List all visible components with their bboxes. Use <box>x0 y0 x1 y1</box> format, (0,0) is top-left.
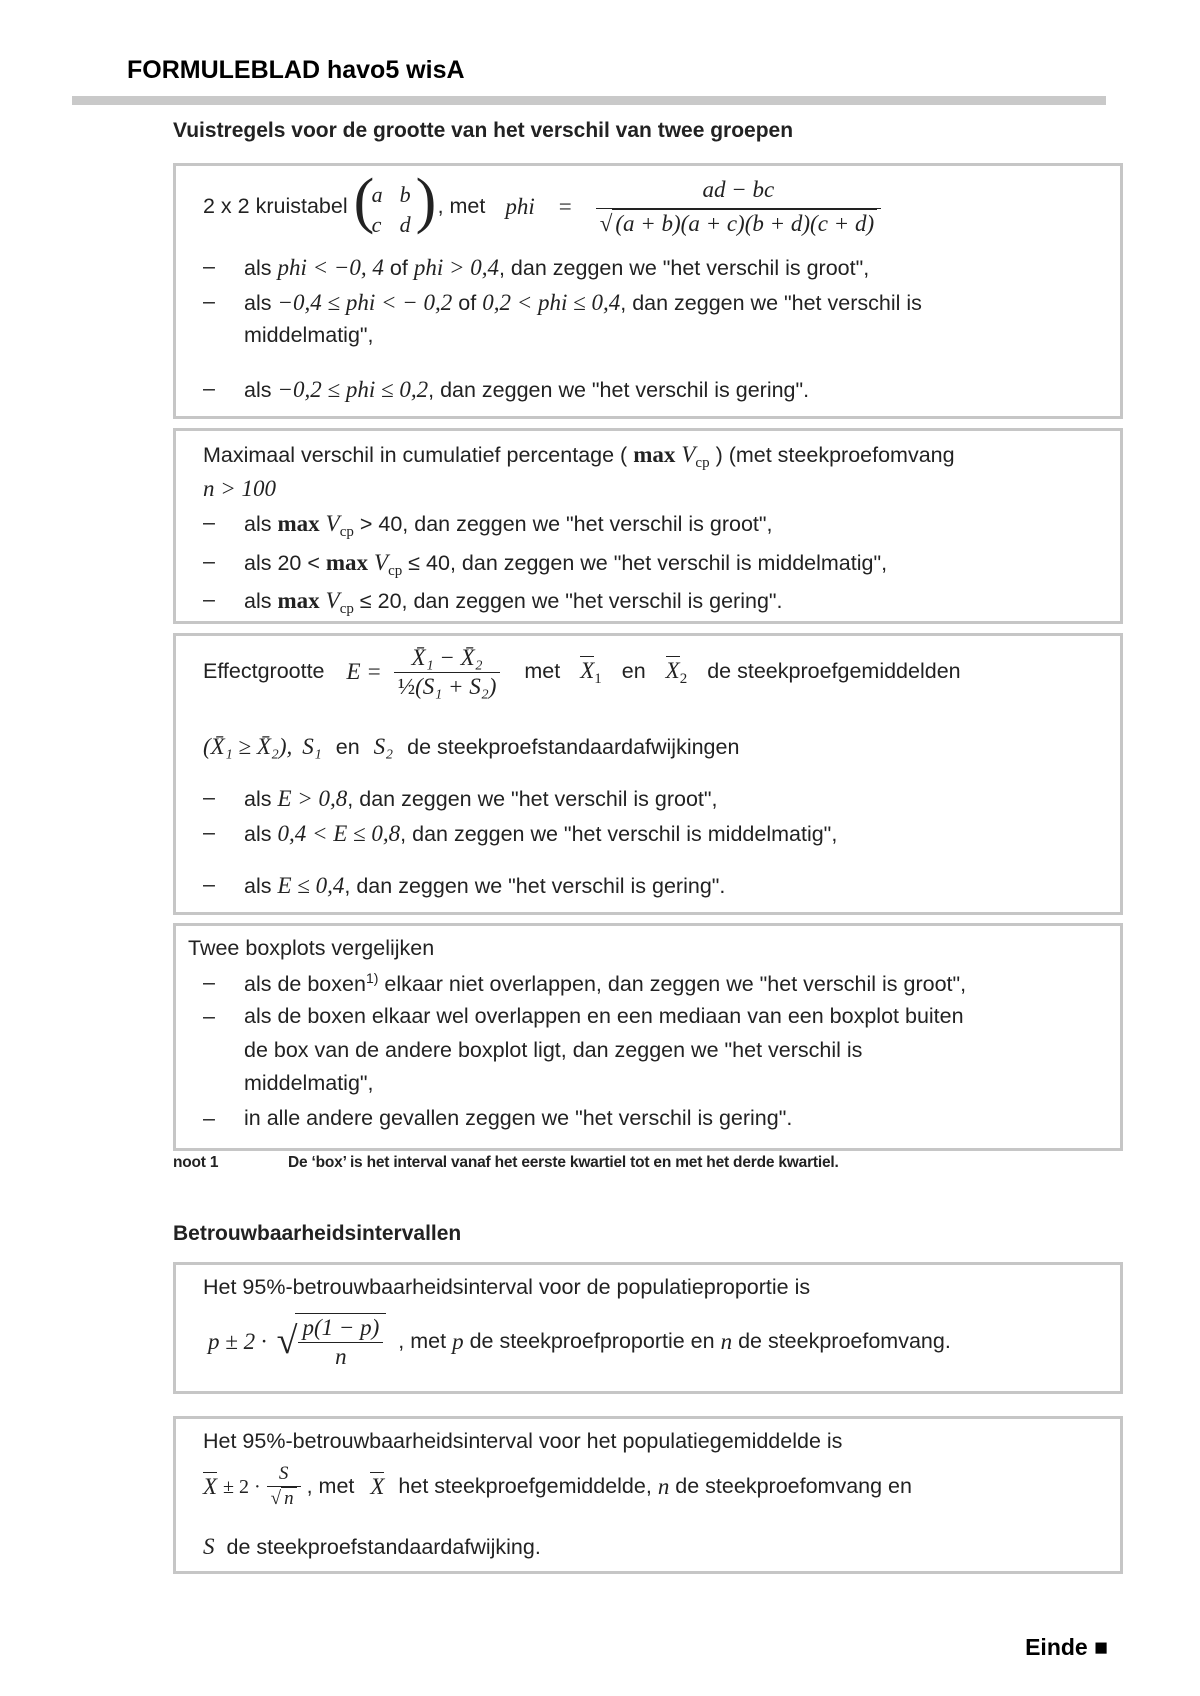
phi-formula: −0,2 ≤ phi ≤ 0,2 <box>277 377 429 402</box>
v-symbol: V <box>681 442 696 467</box>
effect-size-definition <box>203 644 961 724</box>
cp-subscript: cp <box>339 601 354 617</box>
v-symbol: V <box>325 511 340 536</box>
rule-of: of <box>458 291 477 315</box>
x-bar <box>203 1473 217 1501</box>
mean-pm: ± 2 · <box>223 1475 261 1498</box>
bullet-dash: – <box>203 254 215 278</box>
x1-symbol: X <box>580 657 595 683</box>
x1-ge-x2: (X̄₁ ≥ X̄₂), <box>203 734 293 759</box>
mean-post-b: de steekproefomvang en <box>675 1473 912 1498</box>
rule-prefix: als <box>244 822 272 846</box>
effect-post2: de steekproefstandaardafwijkingen <box>407 735 740 759</box>
bullet-dash: – <box>203 1004 215 1028</box>
boxplot-box <box>173 923 1123 1151</box>
rule-text: , dan zeggen we "het verschil is <box>620 291 922 315</box>
rule-text-continued: middelmatig", <box>244 323 374 347</box>
p-symbol: p <box>452 1328 464 1354</box>
x1-bar: $X_1$ <box>580 657 602 687</box>
rule-text: ≤ 40, dan zeggen we "het verschil is middelmatig", <box>408 551 888 575</box>
mean-last-line <box>203 1533 541 1561</box>
effect-denominator-text: (S₁ + S₂) <box>415 673 497 699</box>
footer-einde: Einde ■ <box>1025 1634 1108 1660</box>
rule-of: of <box>389 256 408 280</box>
proportion-fraction <box>295 1313 386 1370</box>
phi-met: , met <box>437 194 486 219</box>
vcp-intro <box>203 441 955 472</box>
rule-prefix: als <box>244 589 272 613</box>
mean-post-a: het steekproefgemiddelde, <box>398 1473 652 1498</box>
phi-intro: 2 x 2 kruistabel <box>203 194 348 219</box>
vcp-box <box>173 428 1123 624</box>
bullet-dash: – <box>203 587 215 611</box>
rule-text: , dan zeggen we "het verschil is groot", <box>347 787 718 811</box>
matrix-d: d <box>399 212 411 237</box>
proportion-formula-line <box>208 1313 951 1383</box>
n-symbol: n <box>720 1328 733 1354</box>
effect-e-equals: E = <box>346 659 382 685</box>
vcp-n-condition: n > 100 <box>203 476 277 501</box>
bullet-dash: – <box>203 510 215 534</box>
x-symbol-2: X <box>370 1474 385 1499</box>
rule-text: , dan zeggen we "het verschil is gering". <box>344 874 726 898</box>
phi-formula-a: −0,4 ≤ phi < − 0,2 <box>277 290 453 315</box>
mean-formula-line <box>203 1463 912 1525</box>
effect-post: de steekproefgemiddelden <box>707 659 961 684</box>
matrix-a: a <box>371 182 383 207</box>
x-symbol: X <box>203 1474 218 1499</box>
bullet-dash: – <box>203 785 215 809</box>
rule-text: als de boxen <box>244 972 366 996</box>
v-symbol: V <box>325 588 340 613</box>
bullet-dash: – <box>203 970 215 994</box>
matrix-b: b <box>399 182 411 207</box>
effect-formula: E > 0,8 <box>277 786 348 811</box>
vcp-intro-text-b: ) (met steekproefomvang <box>715 443 955 467</box>
max-label: max <box>325 550 369 575</box>
footnote-text: De ‘box’ is het interval vanaf het eerste kwartiel tot en met het derde kwartiel. <box>288 1154 839 1171</box>
phi-formula-b: 0,2 < phi ≤ 0,4 <box>482 290 621 315</box>
n-symbol: n <box>657 1474 670 1499</box>
phi-formula-a: phi < −0, 4 <box>277 255 384 280</box>
rule-text: als de boxen elkaar wel overlappen en een mediaan van een boxplot buiten <box>244 1004 964 1028</box>
right-paren: ) <box>415 167 437 235</box>
effect-met: met <box>524 659 561 684</box>
proportion-post-c: de steekproefomvang. <box>738 1328 951 1353</box>
rule-prefix: als <box>244 256 272 280</box>
cp-subscript: cp <box>339 524 354 540</box>
proportion-numerator: p(1 − p) <box>298 1314 383 1343</box>
footnote <box>173 1154 839 1172</box>
effect-fraction <box>394 644 501 700</box>
effect-size-box <box>173 633 1123 915</box>
mean-numerator: S <box>267 1463 301 1487</box>
bullet-dash: – <box>203 289 215 313</box>
rule-text: > 40, dan zeggen we "het verschil is groot", <box>359 512 773 536</box>
effect-en2: en <box>335 735 360 759</box>
rule-prefix: als 20 < <box>244 551 320 575</box>
rule-text: , dan zeggen we "het verschil is middelmatig", <box>400 822 838 846</box>
sqrt-icon: √ <box>276 1319 298 1362</box>
proportion-denominator: n <box>335 1343 347 1369</box>
page-title: FORMULEBLAD havo5 wisA <box>127 56 465 84</box>
footnote-label: noot 1 <box>173 1154 219 1171</box>
rule-prefix: als <box>244 787 272 811</box>
rule-prefix: als <box>244 291 272 315</box>
max-label: max <box>633 442 676 467</box>
effect-en: en <box>621 659 646 684</box>
footnote-ref: 1) <box>365 970 379 986</box>
rule-text: , dan zeggen we "het verschil is groot", <box>498 256 870 280</box>
max-label: max <box>277 511 320 536</box>
section-heading-rules-of-thumb: Vuistregels voor de grootte van het verschil van twee groepen <box>173 119 794 142</box>
effect-half: ½ <box>397 673 416 699</box>
x2-symbol: X <box>665 657 680 683</box>
bullet-dash: – <box>203 820 215 844</box>
rule-text-continued-2: middelmatig", <box>244 1071 374 1095</box>
mean-ci-box <box>173 1416 1123 1574</box>
vcp-intro-text: Maximaal verschil in cumulatief percentage ( <box>203 443 628 467</box>
proportion-formula-pre: p ± 2 · <box>208 1328 267 1354</box>
rule-prefix: als <box>244 378 272 402</box>
boxplot-intro: Twee boxplots vergelijken <box>188 936 435 960</box>
bullet-dash: – <box>203 1106 215 1130</box>
phi-formula-b: phi > 0,4 <box>413 255 499 280</box>
effect-numerator: X̄₁ − X̄₂ <box>394 644 501 673</box>
left-paren: ( <box>353 167 375 235</box>
x2-bar: $X_2$ <box>665 657 688 687</box>
effect-formula: E ≤ 0,4 <box>277 873 345 898</box>
rule-text-b: elkaar niet overlappen, dan zeggen we "het verschil is groot", <box>378 972 967 996</box>
phi-box <box>173 163 1123 419</box>
rule-text-continued: de box van de andere boxplot ligt, dan zeggen we "het verschil is <box>244 1038 863 1062</box>
proportion-post-b: de steekproefproportie en <box>469 1328 715 1353</box>
phi-fraction <box>596 176 881 237</box>
mean-denominator: √ n <box>267 1487 301 1511</box>
section-heading-confidence-intervals: Betrouwbaarheidsintervallen <box>173 1222 462 1245</box>
max-label: max <box>277 588 320 613</box>
cp-subscript: cp <box>388 563 403 579</box>
bullet-dash: – <box>203 549 215 573</box>
bullet-dash: – <box>203 376 215 400</box>
effect-intro: Effectgrootte <box>203 659 325 684</box>
s-symbol: S <box>203 1534 215 1559</box>
rule-text: ≤ 20, dan zeggen we "het verschil is gering". <box>359 589 783 613</box>
phi-definition <box>203 167 881 240</box>
mean-denominator-text: n <box>281 1487 297 1511</box>
effect-denominator <box>394 673 501 701</box>
effect-condition-line <box>203 733 739 761</box>
phi-numerator: ad − bc <box>702 177 775 203</box>
mean-fraction <box>267 1463 301 1511</box>
rule-text: , dan zeggen we "het verschil is gering". <box>428 378 810 402</box>
crosstab-matrix <box>353 167 437 238</box>
s2-symbol: S₂ <box>373 734 394 759</box>
rule-text: in alle andere gevallen zeggen we "het verschil is gering". <box>244 1106 793 1130</box>
s1-symbol: S₁ <box>302 734 322 759</box>
v-symbol: V <box>374 550 389 575</box>
proportion-ci-box <box>173 1262 1123 1394</box>
proportion-met: , met <box>398 1328 447 1353</box>
effect-formula: 0,4 < E ≤ 0,8 <box>277 821 401 846</box>
x-bar-2 <box>370 1473 384 1501</box>
rule-prefix: als <box>244 512 272 536</box>
mean-intro: Het 95%-betrouwbaarheidsinterval voor het populatiegemiddelde is <box>203 1429 843 1453</box>
title-rule <box>72 96 1106 105</box>
phi-symbol: phi <box>505 194 535 220</box>
cp-subscript: cp <box>695 455 710 471</box>
bullet-dash: – <box>203 872 215 896</box>
phi-equals: = <box>558 194 572 220</box>
mean-met: , met <box>306 1473 355 1498</box>
phi-denominator: √ (a + b)(a + c)(b + d)(c + d) <box>596 208 881 238</box>
rule-prefix: als <box>244 874 272 898</box>
mean-post-c: de steekproefstandaardafwijking. <box>226 1535 541 1559</box>
matrix-c: c <box>371 212 382 237</box>
proportion-intro: Het 95%-betrouwbaarheidsinterval voor de populatieproportie is <box>203 1275 811 1299</box>
phi-denominator-text: (a + b)(a + c)(b + d)(c + d) <box>612 209 877 238</box>
